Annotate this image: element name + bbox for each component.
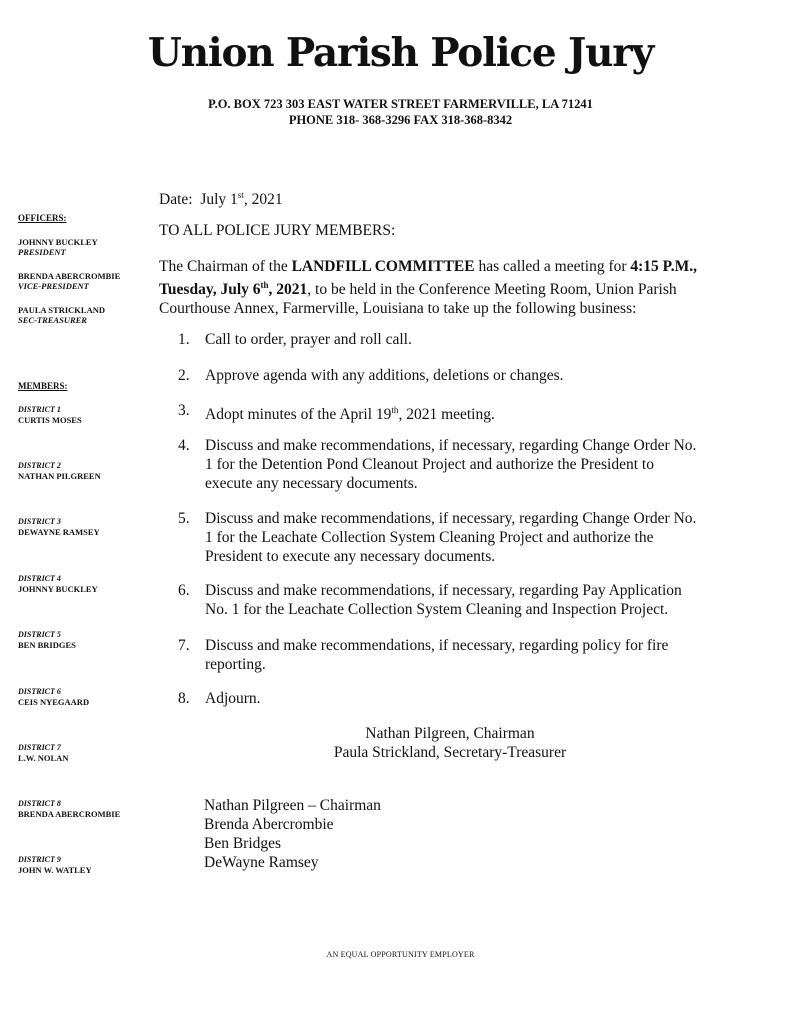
committee-name: LANDFILL COMMITTEE: [291, 258, 475, 275]
district-member: DEWAYNE RAMSEY: [18, 527, 100, 537]
agenda-number: 8.: [178, 690, 190, 707]
district-member: JOHNNY BUCKLEY: [18, 584, 98, 594]
committee-member: Brenda Abercrombie: [204, 816, 334, 833]
district-label: DISTRICT 9: [18, 855, 61, 864]
members-heading: MEMBERS:: [18, 381, 68, 391]
district-entry: [18, 799, 158, 819]
agenda-number: 2.: [178, 367, 190, 384]
district-label: DISTRICT 8: [18, 799, 61, 808]
district-label: DISTRICT 1: [18, 405, 61, 414]
intro-text: has called a meeting for: [474, 258, 631, 275]
agenda-number: 5.: [178, 510, 190, 527]
district-label: DISTRICT 2: [18, 461, 61, 470]
district-entry: [18, 405, 158, 425]
district-label: DISTRICT 4: [18, 574, 61, 583]
officer-role: PRESIDENT: [18, 247, 66, 257]
intro-text: The Chairman of the: [159, 258, 292, 275]
agenda-item: Discuss and make recommendations, if necessary, regarding Change Order No. 1 for the Detention Pond Cleanout Project and authorize the President to execute any necessary documents.: [205, 437, 697, 492]
agenda-number: 3.: [178, 402, 190, 419]
district-entry: [18, 461, 158, 481]
agenda-item: Approve agenda with any additions, deletions or changes.: [205, 367, 564, 384]
district-member: JOHN W. WATLEY: [18, 865, 92, 875]
district-label: DISTRICT 7: [18, 743, 61, 752]
footer-eoe: AN EQUAL OPPORTUNITY EMPLOYER: [326, 950, 475, 959]
address-line: P.O. BOX 723 303 EAST WATER STREET FARMERVILLE, LA 71241: [208, 97, 593, 111]
officer-vice-president: [18, 271, 158, 291]
district-entry: [18, 687, 158, 707]
date-suffix: st: [237, 190, 244, 200]
intro-text: , to be held in the Conference Meeting Room, Union Parish Courthouse Annex, Farmerville, Louisiana to take up the following business:: [159, 281, 677, 318]
signature-secretary: Paula Strickland, Secretary-Treasurer: [333, 744, 567, 761]
officer-name: JOHNNY BUCKLEY: [18, 237, 98, 247]
agenda-number: 1.: [178, 331, 190, 348]
officer-sec-treasurer: [18, 305, 158, 325]
officer-role: VICE-PRESIDENT: [18, 281, 89, 291]
letterhead-title: Union Parish Police Jury: [147, 30, 654, 76]
officer-president: [18, 237, 158, 257]
district-member: CURTIS MOSES: [18, 415, 82, 425]
agenda-item: Adopt minutes of the April 19th, 2021 meeting.: [205, 405, 495, 424]
agenda-number: 4.: [178, 437, 190, 454]
committee-member: Nathan Pilgreen – Chairman: [204, 797, 381, 814]
agenda-number: 6.: [178, 582, 190, 599]
committee-member: DeWayne Ramsey: [204, 854, 319, 871]
district-entry: [18, 574, 158, 594]
district-member: CEIS NYEGAARD: [18, 697, 90, 707]
phone-line: PHONE 318- 368-3296 FAX 318-368-8342: [288, 113, 513, 127]
officer-role: SEC-TREASURER: [18, 315, 87, 325]
letter-date: [159, 186, 283, 209]
officers-heading: OFFICERS:: [18, 213, 67, 223]
salutation: TO ALL POLICE JURY MEMBERS:: [159, 222, 396, 239]
agenda-item: Discuss and make recommendations, if necessary, regarding Pay Application No. 1 for the Leachate Collection System Cleaning and Inspection Project.: [205, 582, 682, 618]
district-entry: [18, 743, 158, 763]
district-member: BRENDA ABERCROMBIE: [18, 809, 121, 819]
date-value: July 1: [200, 191, 238, 209]
district-entry: [18, 630, 158, 650]
committee-member: Ben Bridges: [204, 835, 282, 852]
district-label: DISTRICT 3: [18, 517, 61, 526]
agenda-item: Discuss and make recommendations, if necessary, regarding Change Order No. 1 for the Leachate Collection System Cleaning Project and authorize the President to execute any necessary documents.: [205, 510, 697, 565]
district-label: DISTRICT 6: [18, 687, 61, 696]
agenda-number: 7.: [178, 637, 190, 654]
meeting-time: 4:15 P.M., Tuesday, July 6th, 2021: [159, 258, 697, 299]
district-member: NATHAN PILGREEN: [18, 471, 101, 481]
agenda-item: Call to order, prayer and roll call.: [205, 331, 412, 348]
agenda-item: Discuss and make recommendations, if necessary, regarding policy for fire reporting.: [205, 637, 669, 673]
officer-name: BRENDA ABERCROMBIE: [18, 271, 121, 281]
district-label: DISTRICT 5: [18, 630, 61, 639]
intro-paragraph: [159, 257, 719, 318]
district-entry: [18, 855, 158, 875]
signature-chairman: Nathan Pilgreen, Chairman: [365, 725, 535, 742]
district-entry: [18, 517, 158, 537]
district-member: BEN BRIDGES: [18, 640, 76, 650]
district-member: L.W. NOLAN: [18, 753, 69, 763]
date-year: , 2021: [243, 191, 283, 209]
date-label: Date:: [159, 191, 193, 209]
officer-name: PAULA STRICKLAND: [18, 305, 105, 315]
agenda-item: Adjourn.: [205, 690, 261, 707]
